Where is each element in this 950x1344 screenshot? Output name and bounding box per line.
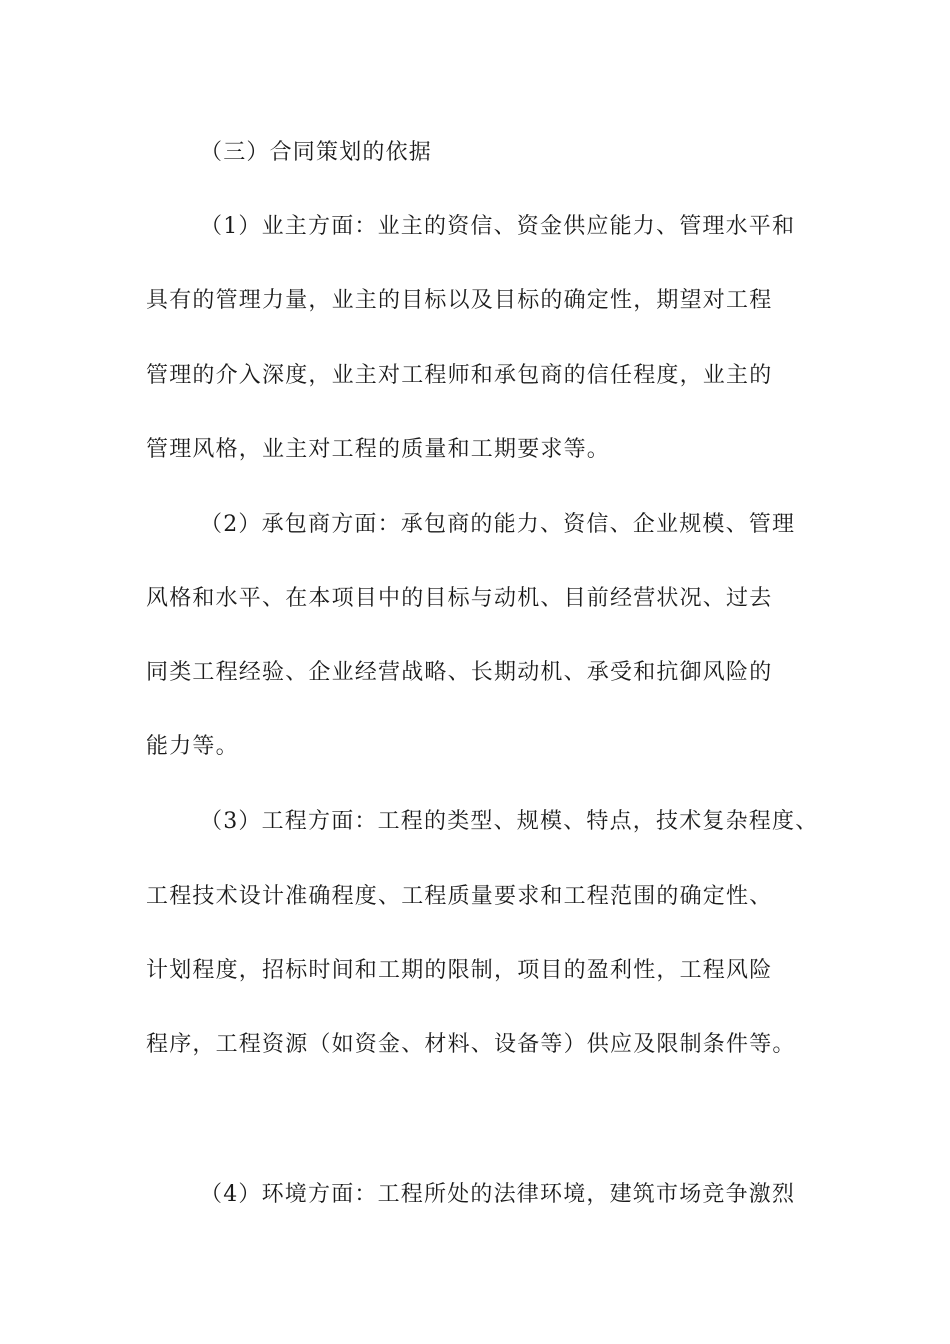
paragraph-line: （3）工程方面：工程的类型、规模、特点，技术复杂程度、 (200, 809, 819, 834)
paragraph-line: 工程技术设计准确程度、工程质量要求和工程范围的确定性、 (146, 884, 773, 909)
paragraph-line: 计划程度，招标时间和工期的限制，项目的盈利性，工程风险 (146, 958, 773, 983)
paragraph-line: 程序，工程资源（如资金、材料、设备等）供应及限制条件等。 (146, 1032, 796, 1057)
paragraph-line: 管理风格，业主对工程的质量和工期要求等。 (146, 437, 611, 462)
paragraph-line: （4）环境方面：工程所处的法律环境，建筑市场竞争激烈 (200, 1182, 796, 1207)
paragraph-line: 具有的管理力量，业主的目标以及目标的确定性，期望对工程 (146, 288, 773, 313)
paragraph-line: （2）承包商方面：承包商的能力、资信、企业规模、管理 (200, 512, 796, 537)
paragraph-line: 能力等。 (146, 734, 239, 759)
paragraph-line: （1）业主方面：业主的资信、资金供应能力、管理水平和 (200, 214, 796, 239)
paragraph-line: 同类工程经验、企业经营战略、长期动机、承受和抗御风险的 (146, 660, 773, 685)
paragraph-line: 风格和水平、在本项目中的目标与动机、目前经营状况、过去 (146, 586, 773, 611)
section-heading: （三）合同策划的依据 (200, 140, 433, 165)
paragraph-line: 管理的介入深度，业主对工程师和承包商的信任程度，业主的 (146, 363, 773, 388)
